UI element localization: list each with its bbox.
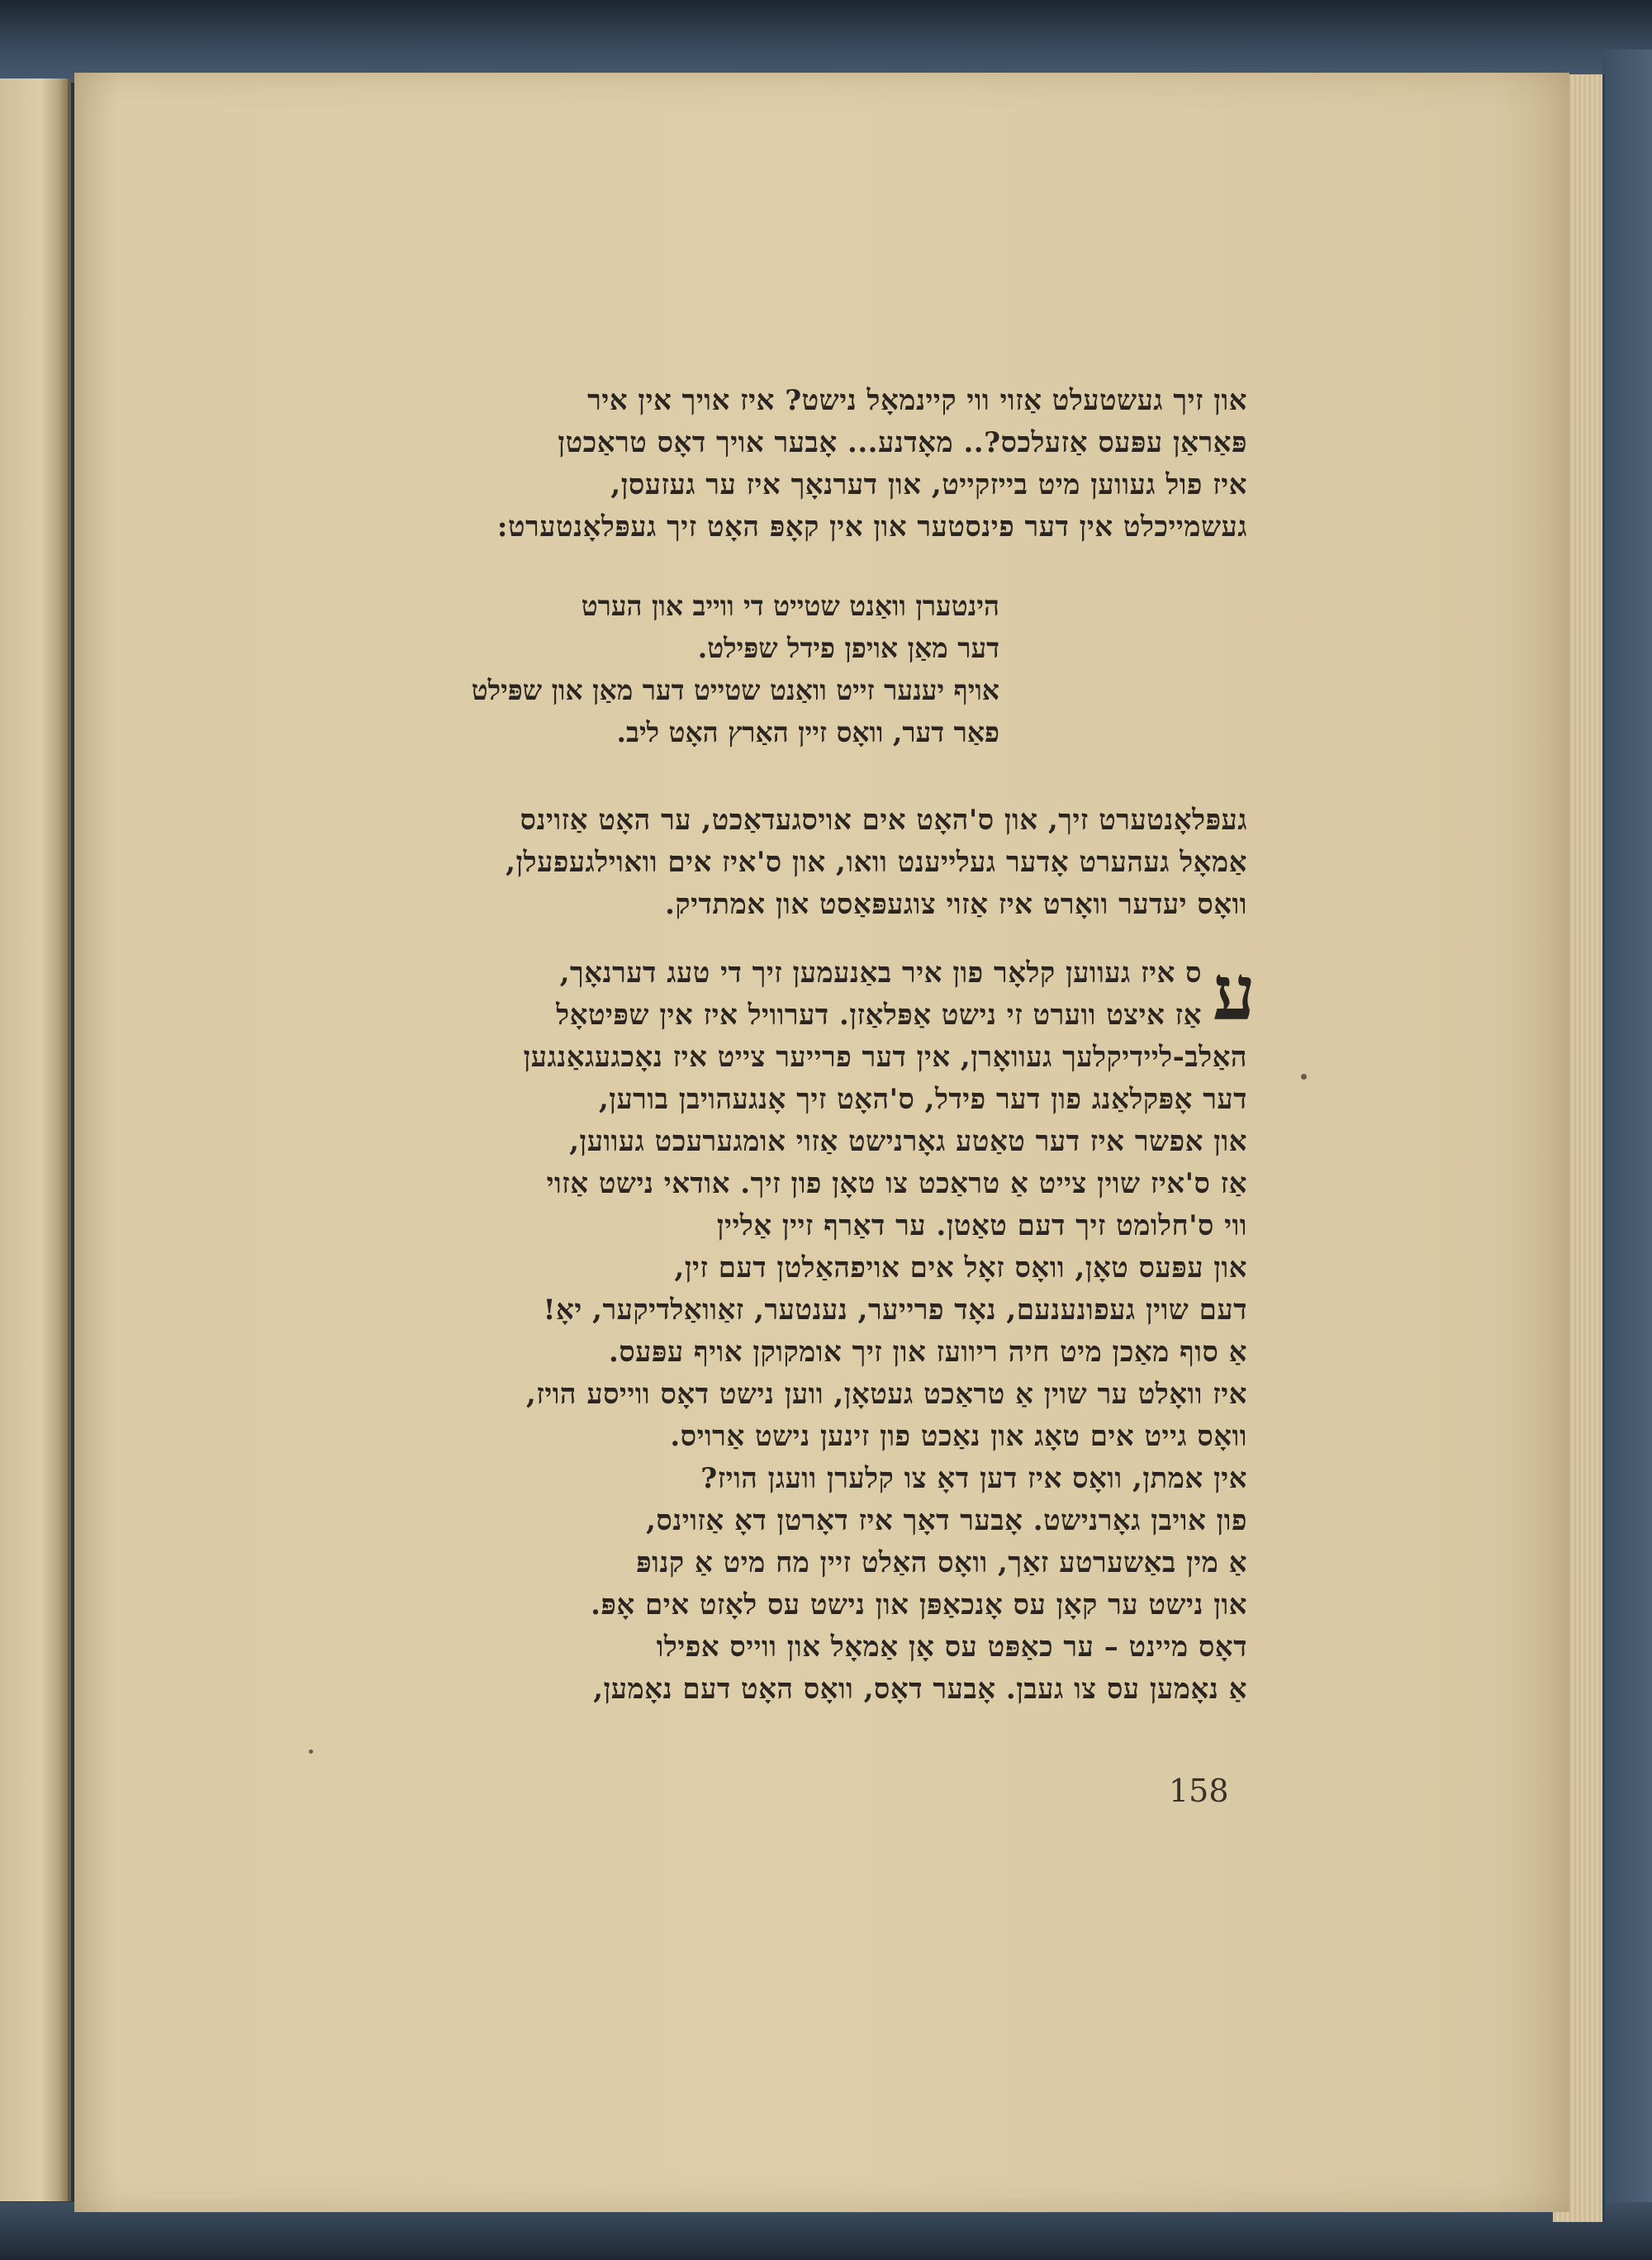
verse-line: אויף יענער זייט וואַנט שטייט דער מאַן און שפּילט	[471, 674, 999, 706]
book-cover-top	[0, 0, 1652, 83]
text-line: געפּלאָנטערט זיך, און ס'האָט אים אויסגעדאַכט, ער האָט אַזוינס	[520, 804, 1247, 837]
verse-stanza	[472, 585, 999, 753]
text-line: און אפשר איז דער טאַטע גאָרנישט אַזוי אומגערעכט געווען,	[569, 1125, 1247, 1158]
book-page	[74, 73, 1569, 2212]
text-line: וואָס יעדער וואָרט איז אַזוי צוגעפּאַסט און אמתדיק.	[665, 888, 1247, 921]
paragraph-2	[506, 800, 1247, 926]
text-line: וואָס גייט אים טאָג און נאַכט פון זינען נישט אַרויס.	[670, 1420, 1247, 1453]
paragraph-3	[524, 952, 1247, 1711]
text-line: געשמייכלט אין דער פינסטער און אין קאָפּ האָט זיך געפּלאָנטערט:	[496, 510, 1247, 544]
text-line: אַז איצט ווערט זי נישט אַפּלאַזן. דערוויל איז אין שפּיטאָל	[556, 999, 1202, 1032]
verse-line: פאַר דער, וואָס זיין האַרץ האָט ליב.	[616, 716, 999, 748]
book-cover-right	[1602, 50, 1652, 2260]
text-line: אַז ס'איז שוין צייט אַ טראַכט צו טאָן פון זיך. אודאי נישט אַזוי	[546, 1167, 1247, 1200]
text-line: אַ מין באַשערטע זאַך, וואָס האַלט זיין מח מיט אַ קנופּ	[636, 1546, 1247, 1579]
drop-cap: ע	[1212, 948, 1256, 1037]
text-line: דער אָפּקלאַנג פון דער פידל, ס'האָט זיך אָנגעהויבן בורען,	[598, 1083, 1247, 1116]
text-line: אַ נאָמען עס צו געבן. אָבער דאָס, וואָס האָט דעם נאָמען,	[593, 1673, 1247, 1706]
text-line: איז פול געווען מיט ביי‌זקייט, און דערנאָך איז ער געזעסן,	[610, 468, 1247, 501]
text-line: פון אויבן גאָרנישט. אָבער דאָך איז דאָרטן דאָ אַזוינס,	[646, 1504, 1247, 1537]
page-number: 158	[1169, 1773, 1229, 1809]
text-line: דעם שוין געפונענעם, נאָד פרייער, נענטער, זאַוואַלדיקער, יאָ!	[543, 1294, 1247, 1327]
text-line: האַלב-ליידיקלעך געוואָרן, אין דער פרייער צייט איז נאָכגעגאַנגען	[523, 1041, 1247, 1074]
text-line: און נישט ער קאָן עס אָנכאַפּן און נישט עס לאָזט אים אָפּ.	[591, 1588, 1247, 1621]
text-line: און זיך געשטעלט אַזוי ווי קיינמאָל נישט? איז אויך אין איר	[587, 384, 1247, 417]
text-line: איז וואָלט ער שוין אַ טראַכט געטאָן, ווען נישט דאָס ווייסע הויז,	[526, 1378, 1247, 1411]
text-line: אַמאָל געהערט אָדער געלייענט וואו, און ס'איז אים וואוילגעפעלן,	[506, 846, 1247, 879]
text-line: אין אמתן, וואָס איז דען דאָ צו קלערן וועגן הויז?	[700, 1462, 1247, 1495]
paper-speck	[1301, 1074, 1307, 1080]
paper-speck	[309, 1750, 313, 1754]
text-line: דאָס מיינט – ער כאַפּט עס אָן אַמאָל און ווייס אפילו	[656, 1631, 1247, 1664]
facing-page-edge	[0, 78, 71, 2201]
text-line: ווי ס'חלומט זיך דעם טאַטן. ער דאַרף זיין אַליין	[716, 1209, 1247, 1242]
text-line: און עפּעס טאָן, וואָס זאָל אים אויפהאַלטן דעם זין,	[674, 1251, 1247, 1284]
paragraph-1	[497, 380, 1247, 548]
text-line: ס איז געווען קלאָר פון איר באַנעמען זיך די טעג דערנאָך,	[559, 957, 1202, 990]
text-line: אַ סוף מאַכן מיט חיה ריוועז און זיך אומקוקן אויף עפּעס.	[608, 1336, 1247, 1369]
verse-line: דער מאַן אויפן פידל שפּילט.	[697, 632, 999, 664]
verse-line: הינטערן וואַנט שטייט די ווייב און הערט	[581, 590, 999, 622]
text-line: פּאַראַן עפּעס אַזעלכס?.. מאָדנע... אָבער אויך דאָס טראַכטן	[558, 426, 1247, 459]
